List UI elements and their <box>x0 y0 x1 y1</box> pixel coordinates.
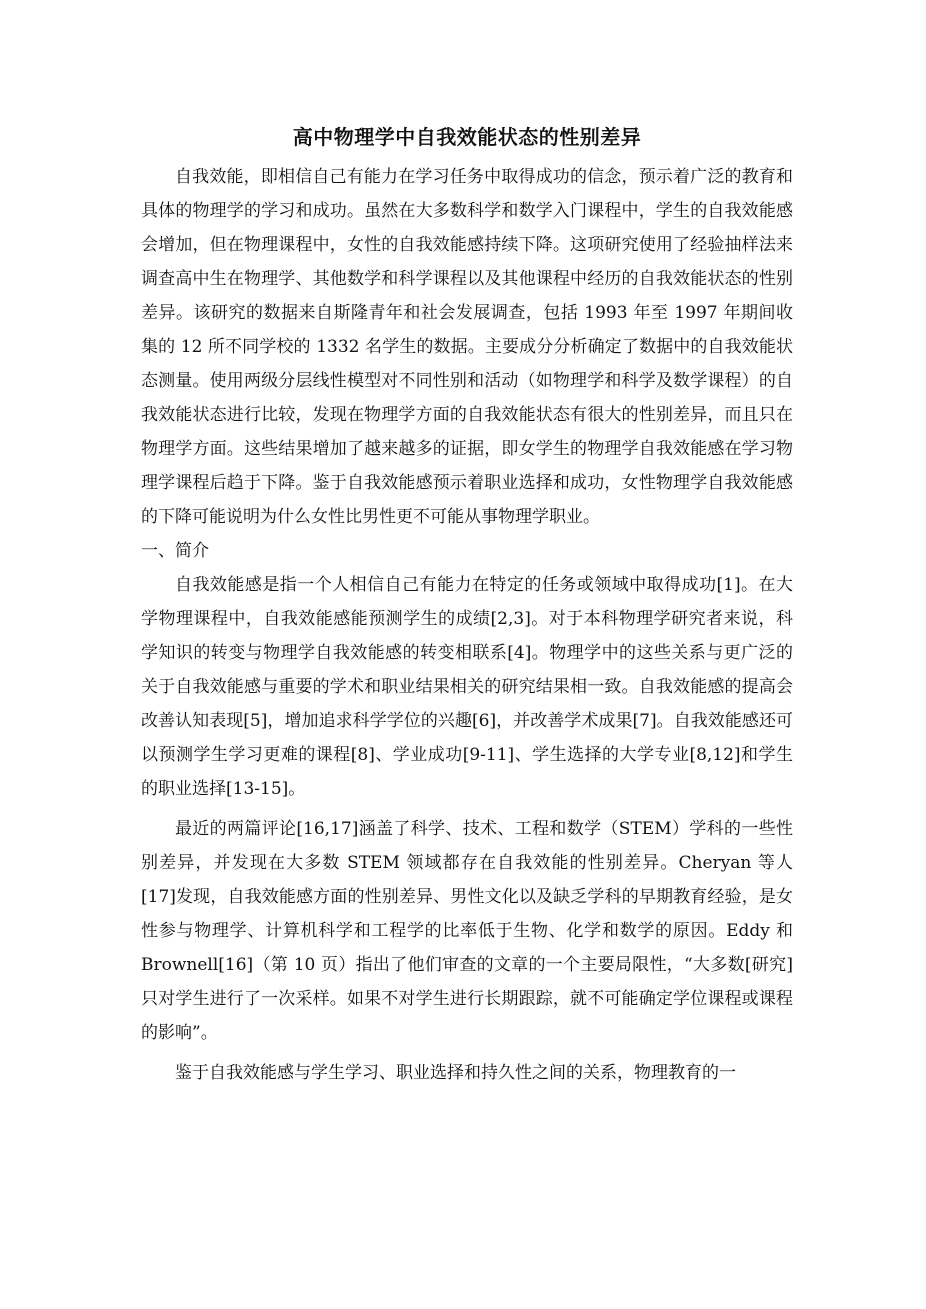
body-paragraph: 最近的两篇评论[16,17]涵盖了科学、技术、工程和数学（STEM）学科的一些性别差异，并发现在大多数 STEM 领域都存在自我效能的性别差异。Cheryan 等人[17]发现，自我效能感方面的性别差异、男性文化以及缺乏学科的早期教育经验，是女性参与物理学、计算机科学和工程学的比率低于生物、化学和数学的原因。Eddy 和 Brownell[16]（第 10 页）指出了他们审查的文章的一个主要局限性，“大多数[研究]只对学生进行了一次采样。如果不对学生进行长期跟踪，就不可能确定学位课程或课程的影响”。 <box>141 819 793 1043</box>
document-page <box>141 118 793 1090</box>
document-title: 高中物理学中自我效能状态的性别差异 <box>292 125 642 149</box>
body-paragraph: 鉴于自我效能感与学生学习、职业选择和持久性之间的关系，物理教育的一 <box>175 1063 736 1083</box>
section-heading-introduction: 一、简介 <box>141 541 209 561</box>
abstract-paragraph: 自我效能，即相信自己有能力在学习任务中取得成功的信念，预示着广泛的教育和具体的物理学的学习和成功。虽然在大多数科学和数学入门课程中，学生的自我效能感会增加，但在物理课程中，女性的自我效能感持续下降。这项研究使用了经验抽样法来调查高中生在物理学、其他数学和科学课程以及其他课程中经历的自我效能状态的性别差异。该研究的数据来自斯隆青年和社会发展调查，包括 1993 年至 1997 年期间收集的 12 所不同学校的 1332 名学生的数据。主要成分分析确定了数据中的自我效能状态测量。使用两级分层线性模型对不同性别和活动（如物理学和科学及数学课程）的自我效能状态进行比较，发现在物理学方面的自我效能状态有很大的性别差异，而且只在物理学方面。这些结果增加了越来越多的证据，即女学生的物理学自我效能感在学习物理学课程后趋于下降。鉴于自我效能感预示着职业选择和成功，女性物理学自我效能感的下降可能说明为什么女性比男性更不可能从事物理学职业。 <box>141 167 793 527</box>
body-paragraph: 自我效能感是指一个人相信自己有能力在特定的任务或领域中取得成功[1]。在大学物理课程中，自我效能感能预测学生的成绩[2,3]。对于本科物理学研究者来说，科学知识的转变与物理学自我效能感的转变相联系[4]。物理学中的这些关系与更广泛的关于自我效能感与重要的学术和职业结果相关的研究结果相一致。自我效能感的提高会改善认知表现[5]，增加追求科学学位的兴趣[6]，并改善学术成果[7]。自我效能感还可以预测学生学习更难的课程[8]、学业成功[9-11]、学生选择的大学专业[8,12]和学生的职业选择[13-15]。 <box>141 575 793 799</box>
